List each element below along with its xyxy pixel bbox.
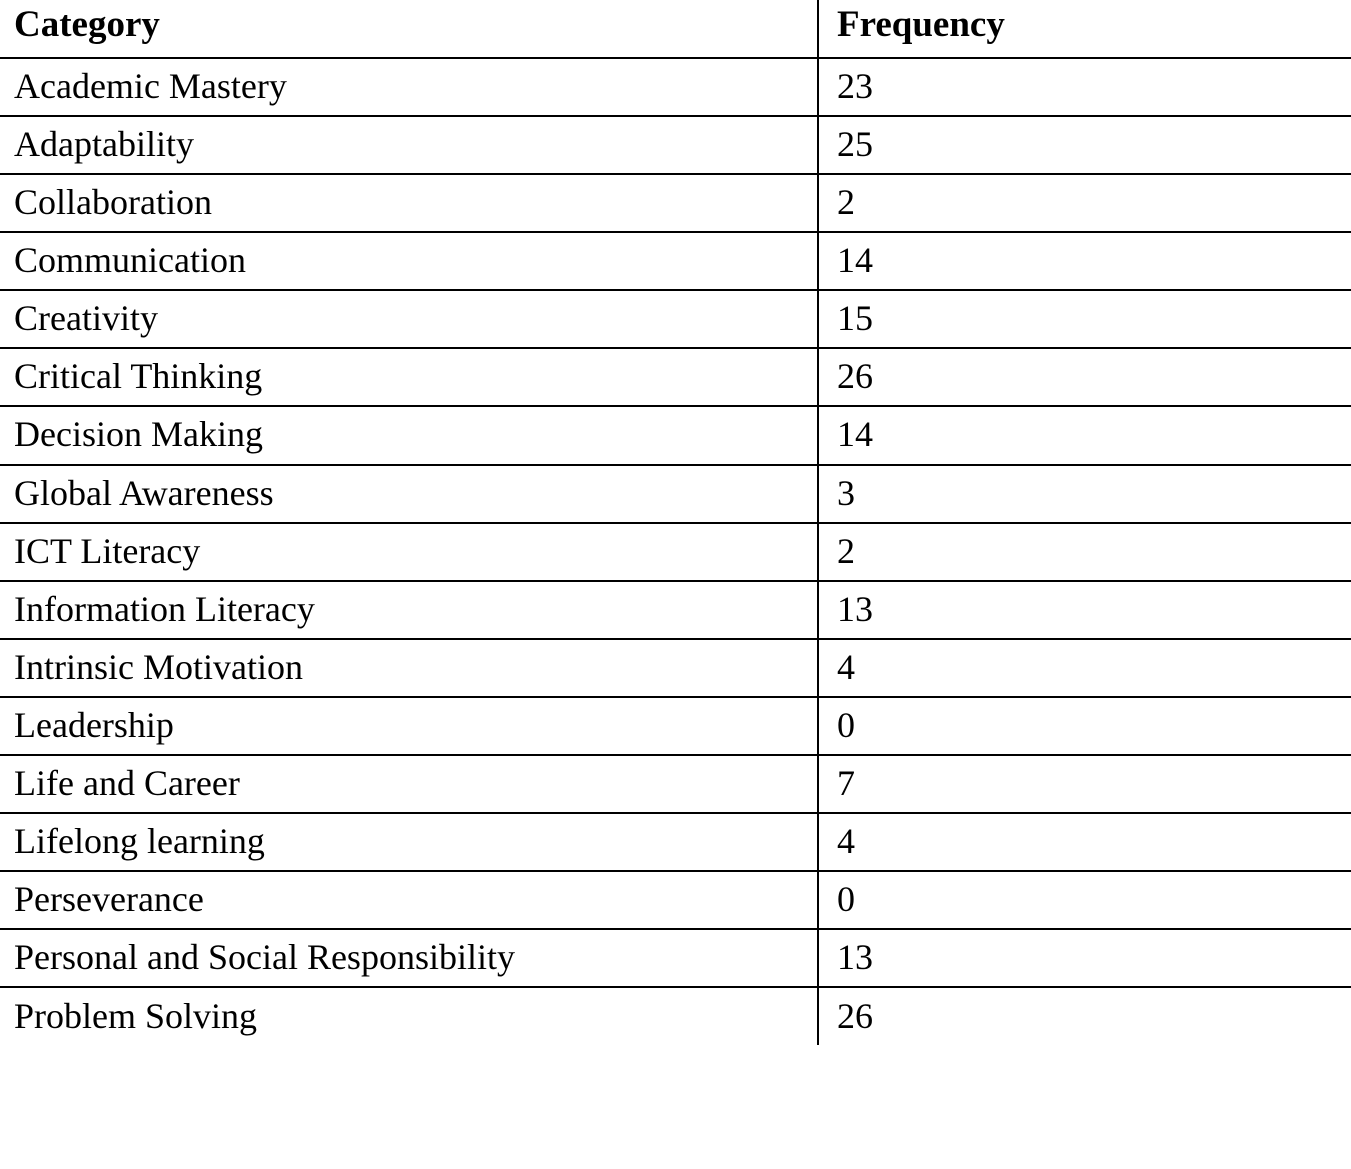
cell-frequency: 25 (818, 116, 1351, 174)
cell-frequency: 14 (818, 232, 1351, 290)
table-row (0, 232, 1351, 290)
cell-frequency: 26 (818, 987, 1351, 1045)
cell-frequency: 4 (818, 639, 1351, 697)
cell-category: Academic Mastery (0, 58, 818, 116)
cell-category: Lifelong learning (0, 813, 818, 871)
cell-category: Problem Solving (14, 995, 258, 1036)
cell-frequency: 23 (818, 58, 1351, 116)
cell-category: Information Literacy (0, 581, 818, 639)
table-row (0, 465, 1351, 523)
cell-category: Critical Thinking (0, 348, 818, 406)
table-row (0, 987, 1351, 1045)
table-header-row (0, 0, 1351, 58)
column-header-frequency: Frequency (818, 0, 1351, 58)
table-row (0, 523, 1351, 581)
table-row (0, 697, 1351, 755)
table-row (0, 174, 1351, 232)
cell-frequency: 4 (818, 813, 1351, 871)
cell-category: Life and Career (0, 755, 818, 813)
table-row (0, 406, 1351, 464)
cell-category: Perseverance (0, 871, 818, 929)
cell-category: Decision Making (0, 406, 818, 464)
column-header-category: Category (0, 0, 818, 58)
cell-category: Collaboration (0, 174, 818, 232)
cell-category: Leadership (0, 697, 818, 755)
cell-frequency: 13 (818, 929, 1351, 987)
table-row (0, 58, 1351, 116)
cell-category: Adaptability (0, 116, 818, 174)
table-row (0, 290, 1351, 348)
cell-frequency: 0 (818, 871, 1351, 929)
cell-frequency: 15 (818, 290, 1351, 348)
table-row (0, 813, 1351, 871)
cell-category: Communication (0, 232, 818, 290)
table-row (0, 116, 1351, 174)
cell-frequency: 2 (818, 174, 1351, 232)
table-body (0, 58, 1351, 1045)
cell-category: Global Awareness (0, 465, 818, 523)
cell-frequency: 26 (818, 348, 1351, 406)
table-row (0, 755, 1351, 813)
cell-category: Creativity (0, 290, 818, 348)
cell-frequency: 3 (818, 465, 1351, 523)
cell-frequency: 0 (818, 697, 1351, 755)
cell-frequency: 14 (818, 406, 1351, 464)
cell-frequency: 13 (818, 581, 1351, 639)
table-row (0, 929, 1351, 987)
table-header (0, 0, 1351, 58)
cell-category: Intrinsic Motivation (0, 639, 818, 697)
cell-category: ICT Literacy (0, 523, 818, 581)
table-row (0, 348, 1351, 406)
cell-frequency: 2 (818, 523, 1351, 581)
table-row (0, 581, 1351, 639)
table-row (0, 639, 1351, 697)
cell-category: Personal and Social Responsibility (0, 929, 818, 987)
cell-frequency: 7 (818, 755, 1351, 813)
table-row (0, 871, 1351, 929)
